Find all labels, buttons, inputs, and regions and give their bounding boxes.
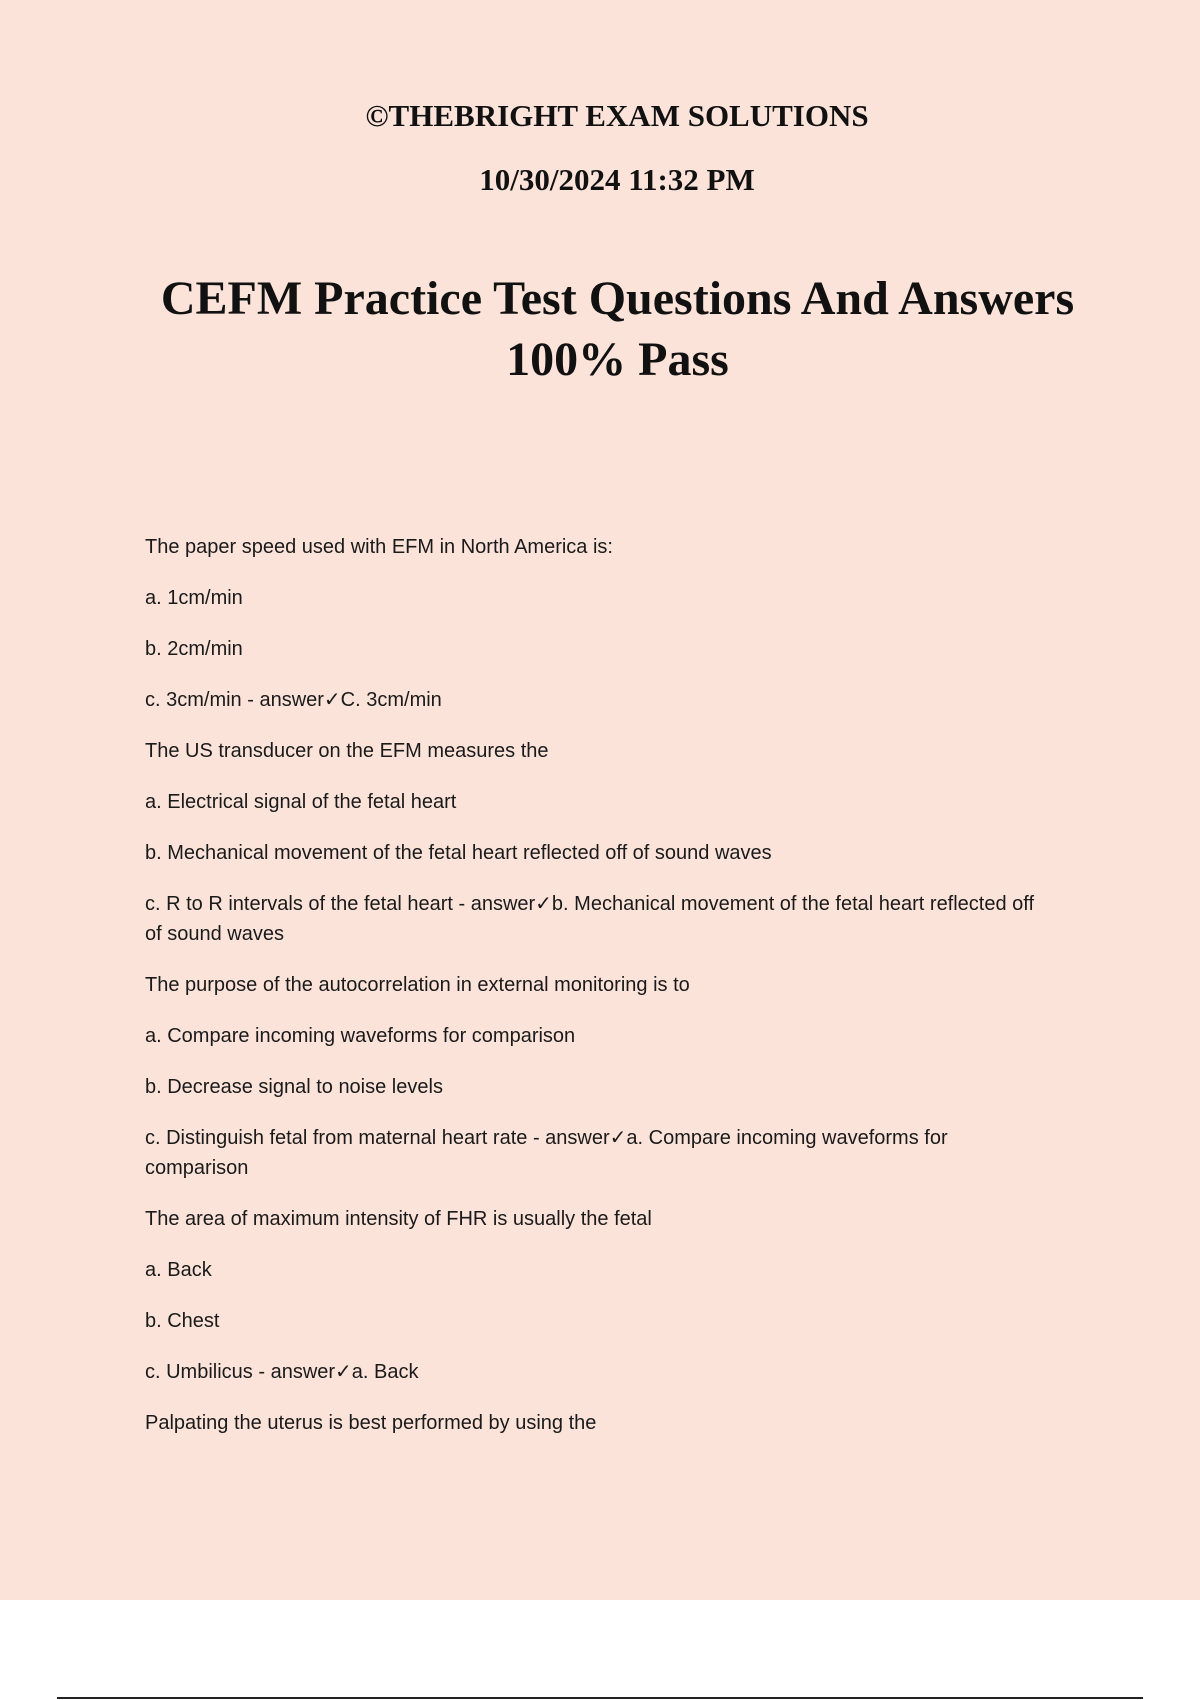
- question-2-option-b: b. Mechanical movement of the fetal heart reflected off of sound waves: [145, 842, 772, 864]
- question-4-option-c-answer: c. Umbilicus - answer✓a. Back: [145, 1361, 419, 1383]
- question-3-option-c-answer: c. Distinguish fetal from maternal heart rate - answer✓a. Compare incoming waveforms for comparison: [145, 1127, 948, 1179]
- question-4-option-a: a. Back: [145, 1259, 212, 1281]
- question-1-option-b: b. 2cm/min: [145, 638, 243, 660]
- question-2-option-c-answer: c. R to R intervals of the fetal heart - answer✓b. Mechanical movement of the fetal heart reflected off of sound waves: [145, 893, 1035, 945]
- question-4-text: The area of maximum intensity of FHR is usually the fetal: [145, 1208, 652, 1230]
- date-time-header: 10/30/2024 11:32 PM: [479, 162, 755, 197]
- question-3-text: The purpose of the autocorrelation in external monitoring is to: [145, 974, 690, 996]
- question-list: [145, 532, 1045, 1459]
- question-3-option-a: a. Compare incoming waveforms for comparison: [145, 1025, 576, 1047]
- question-1-text: The paper speed used with EFM in North America is:: [145, 536, 613, 558]
- question-1-option-c-answer: c. 3cm/min - answer✓C. 3cm/min: [145, 689, 442, 711]
- question-2-option-a: a. Electrical signal of the fetal heart: [145, 791, 457, 813]
- copyright-header: ©THEBRIGHT EXAM SOLUTIONS: [365, 98, 869, 133]
- question-1-option-a: a. 1cm/min: [145, 587, 243, 609]
- question-5-text: Palpating the uterus is best performed by using the: [145, 1412, 597, 1434]
- footer-divider: [57, 1697, 1143, 1699]
- question-4-option-b: b. Chest: [145, 1310, 220, 1332]
- question-2-text: The US transducer on the EFM measures the: [145, 740, 549, 762]
- document-title: CEFM Practice Test Questions And Answers 100% Pass: [160, 272, 1075, 386]
- question-3-option-b: b. Decrease signal to noise levels: [145, 1076, 443, 1098]
